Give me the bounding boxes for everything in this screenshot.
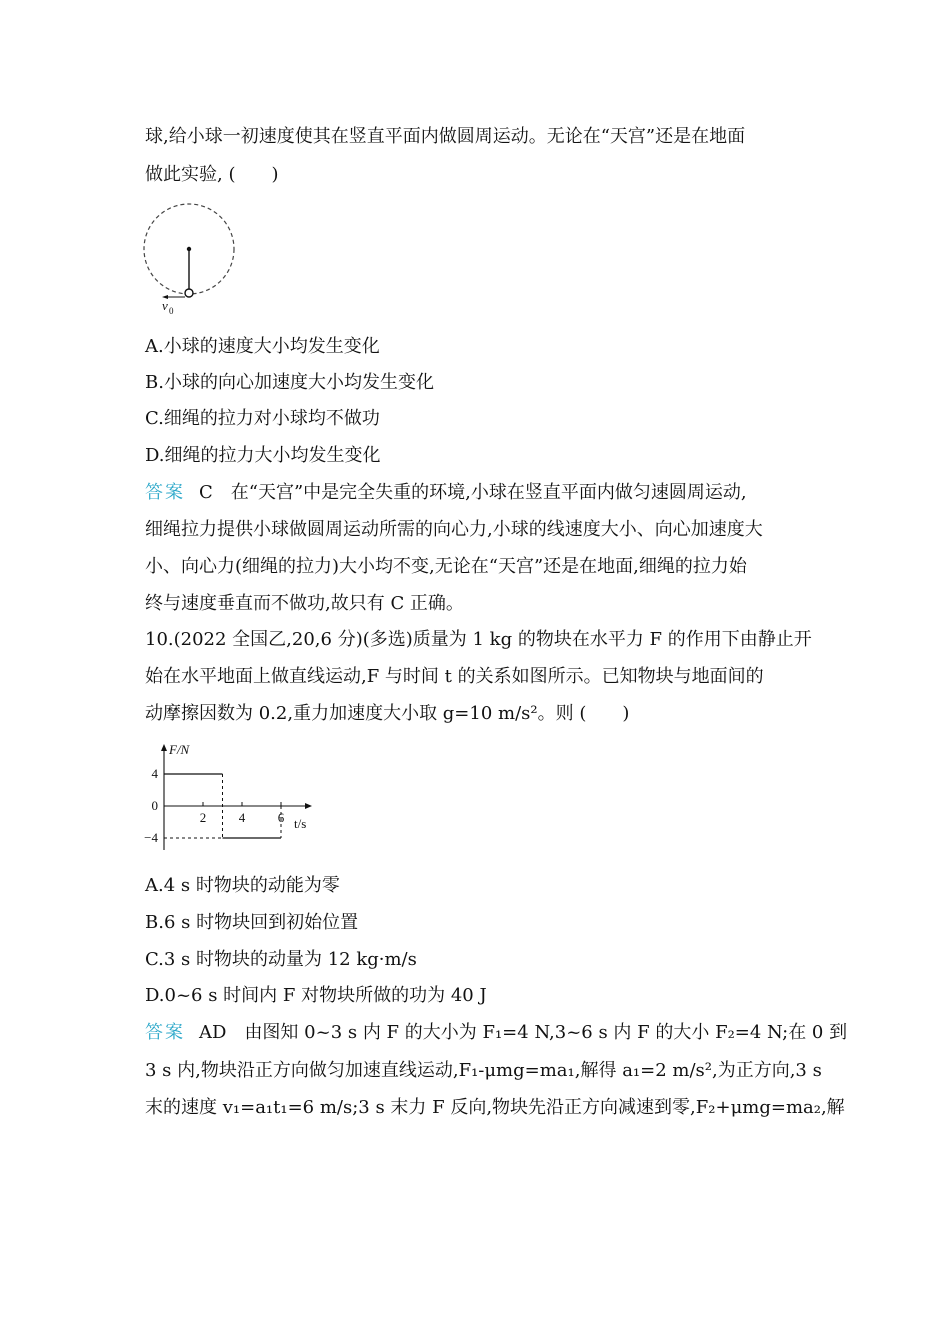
answer-label: 答案 [145, 482, 185, 503]
answer-text: 在“天宫”中是完全失重的环境,小球在竖直平面内做匀速圆周运动, [230, 482, 747, 503]
q10-stem-line-1: 10.(2022 全国乙,20,6 分)(多选)质量为 1 kg 的物块在水平力 F 的作用下由静止开 [145, 629, 812, 650]
velocity-label-subscript: 0 [169, 306, 174, 316]
q9-answer-line-3: 小、向心力(细绳的拉力)大小均不变,无论在“天宫”还是在地面,细绳的拉力始 [145, 556, 747, 577]
q10-answer-line-3: 末的速度 v₁=a₁t₁=6 m/s;3 s 末力 F 反向,物块先沿正方向减速到零,F₂+μmg=ma₂,解 [145, 1097, 845, 1118]
answer-key: C [199, 482, 213, 503]
force-time-chart [138, 738, 320, 860]
x-tick-label: 4 [238, 810, 246, 825]
y-axis-arrowhead [161, 744, 167, 751]
y-axis-label: F/N [169, 742, 190, 757]
q9-stem-line-2: 做此实验, ( ) [145, 164, 279, 185]
velocity-label: v [162, 298, 168, 313]
x-axis-arrowhead [305, 803, 312, 809]
q9-option-d: D.细绳的拉力大小均发生变化 [145, 445, 381, 466]
q10-option-d: D.0~6 s 时间内 F 对物块所做的功为 40 J [145, 985, 487, 1006]
y-tick-label: 4 [151, 766, 158, 781]
x-axis-label: t/s [294, 816, 307, 831]
y-tick-label: −4 [144, 830, 158, 845]
q9-option-c: C.细绳的拉力对小球均不做功 [145, 408, 380, 429]
q10-stem-line-3: 动摩擦因数为 0.2,重力加速度大小取 g=10 m/s²。则 ( ) [145, 703, 630, 724]
y-tick-label: 0 [151, 798, 158, 813]
ball [185, 289, 193, 297]
q10-option-c: C.3 s 时物块的动量为 12 kg·m/s [145, 949, 417, 970]
answer-key: AD [199, 1022, 227, 1043]
q10-answer-line-2: 3 s 内,物块沿正方向做匀加速直线运动,F₁-μmg=ma₁,解得 a₁=2 m/s²,为正方向,3 s [145, 1060, 822, 1081]
q9-option-a: A.小球的速度大小均发生变化 [145, 336, 380, 357]
q9-answer-line-4: 终与速度垂直而不做功,故只有 C 正确。 [145, 593, 464, 614]
q9-answer-line-2: 细绳拉力提供小球做圆周运动所需的向心力,小球的线速度大小、向心加速度大 [145, 519, 763, 540]
x-tick-label: 6 [277, 810, 285, 825]
q9-option-b: B.小球的向心加速度大小均发生变化 [145, 372, 434, 393]
answer-label: 答案 [145, 1022, 185, 1043]
q9-stem-line-1: 球,给小球一初速度使其在竖直平面内做圆周运动。无论在“天宫”还是在地面 [145, 126, 746, 147]
answer-text: 由图知 0~3 s 内 F 的大小为 F₁=4 N,3~6 s 内 F 的大小 F₂=4 N;在 0 到 [244, 1022, 848, 1043]
q10-option-a: A.4 s 时物块的动能为零 [145, 875, 340, 896]
x-tick-label: 2 [199, 810, 207, 825]
circular-motion-figure [138, 200, 242, 322]
q10-stem-line-2: 始在水平地面上做直线运动,F 与时间 t 的关系如图所示。已知物块与地面间的 [145, 666, 764, 687]
q10-answer-line-1 [145, 1021, 848, 1045]
q9-answer-line-1 [145, 481, 810, 505]
q10-option-b: B.6 s 时物块回到初始位置 [145, 912, 359, 933]
